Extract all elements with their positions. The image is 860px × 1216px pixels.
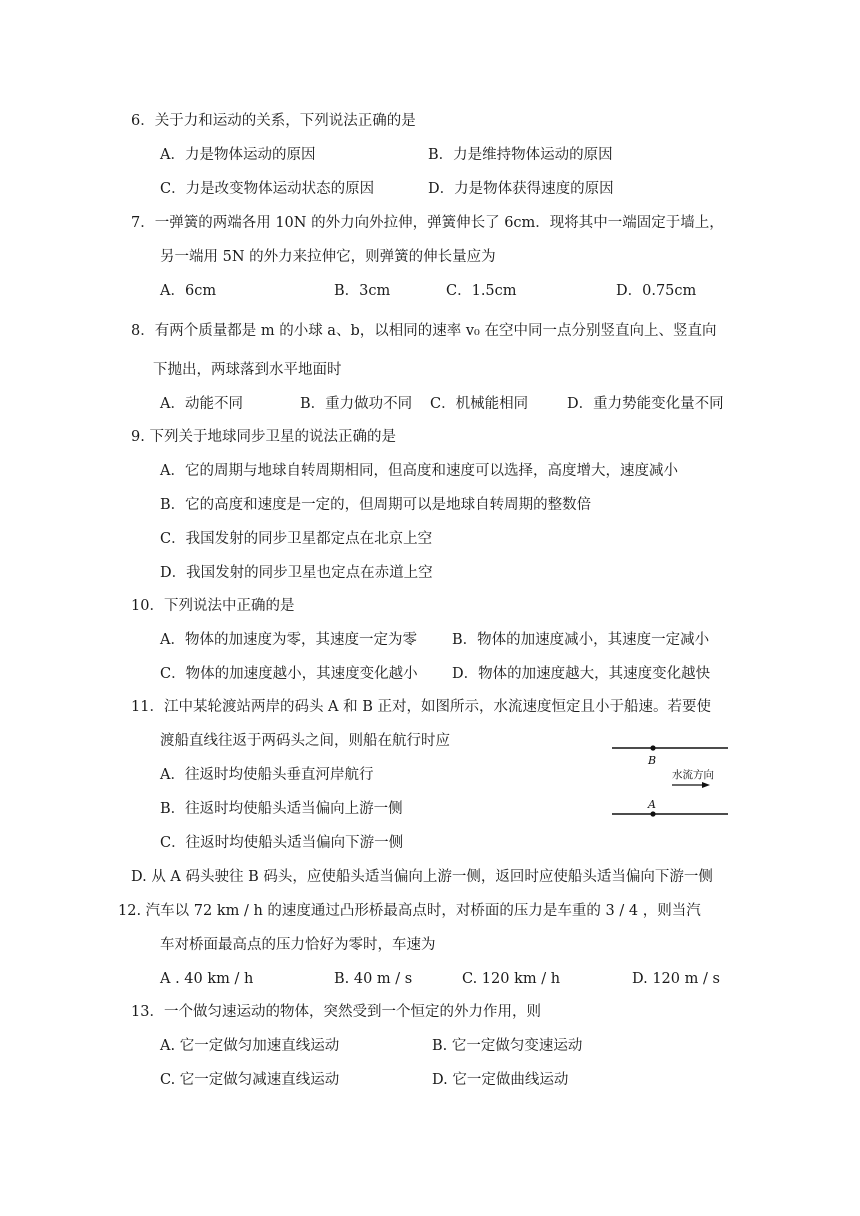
q8-stem-line1: 8．有两个质量都是 m 的小球 a、b，以相同的速率 v₀ 在空中同一点分别竖直向上、竖直向: [131, 323, 717, 339]
q10-option-d: D．物体的加速度越大，其速度变化越快: [452, 666, 711, 682]
q8-option-c: C．机械能相同: [430, 396, 529, 412]
q8-option-b: B．重力做功不同: [300, 396, 413, 412]
q13-option-a: A. 它一定做匀加速直线运动: [160, 1038, 340, 1054]
q6-option-a: A．力是物体运动的原因: [160, 147, 316, 163]
q7-option-d: D．0.75cm: [616, 283, 697, 299]
q9-option-d: D．我国发射的同步卫星也定点在赤道上空: [160, 565, 433, 581]
q12-option-a: A . 40 km / h: [160, 971, 254, 987]
q12-stem-line1: 12. 汽车以 72 km / h 的速度通过凸形桥最高点时，对桥面的压力是车重的 3 / 4 ，则当汽: [118, 903, 701, 919]
q10-option-b: B．物体的加速度减小，其速度一定减小: [452, 632, 710, 648]
q7-option-b: B．3cm: [334, 283, 391, 299]
q12-option-d: D. 120 m / s: [632, 971, 720, 987]
dock-b-label: B: [648, 754, 657, 767]
q11-stem-line1: 11．江中某轮渡站两岸的码头 A 和 B 正对，如图所示，水流速度恒定且小于船速。若要使: [131, 699, 712, 715]
q6-stem: 6．关于力和运动的关系，下列说法正确的是: [131, 113, 416, 129]
q11-stem-line2: 渡船直线往返于两码头之间，则船在航行时应: [160, 733, 450, 749]
q7-option-a: A．6cm: [160, 283, 217, 299]
q11-option-d: D. 从 A 码头驶往 B 码头，应使船头适当偏向上游一侧，返回时应使船头适当偏向下游一侧: [131, 869, 713, 885]
q10-option-c: C．物体的加速度越小，其速度变化越小: [160, 666, 418, 682]
q12-option-b: B. 40 m / s: [334, 971, 413, 987]
dock-a-dot: [650, 811, 655, 816]
q9-option-a: A．它的周期与地球自转周期相同，但高度和速度可以选择，高度增大，速度减小: [160, 463, 678, 479]
q11-option-a: A．往返时均使船头垂直河岸航行: [160, 767, 374, 783]
flow-direction-label: 水流方向: [672, 769, 714, 781]
q8-option-a: A．动能不同: [160, 396, 243, 412]
q6-option-b: B．力是维持物体运动的原因: [428, 147, 613, 163]
q8-stem-line2: 下抛出，两球落到水平地面时: [153, 362, 342, 378]
q9-option-b: B．它的高度和速度是一定的，但周期可以是地球自转周期的整数倍: [160, 497, 592, 513]
q13-stem: 13．一个做匀速运动的物体，突然受到一个恒定的外力作用，则: [131, 1004, 541, 1020]
q13-option-c: C. 它一定做匀减速直线运动: [160, 1072, 340, 1088]
q7-stem-line1: 7．一弹簧的两端各用 10N 的外力向外拉伸，弹簧伸长了 6cm．现将其中一端固定于墙上，: [131, 215, 724, 231]
q13-option-d: D. 它一定做曲线运动: [432, 1072, 569, 1088]
river-crossing-figure: [612, 742, 730, 818]
q13-option-b: B. 它一定做匀变速运动: [432, 1038, 583, 1054]
q11-option-b: B．往返时均使船头适当偏向上游一侧: [160, 801, 403, 817]
q9-stem: 9. 下列关于地球同步卫星的说法正确的是: [131, 429, 396, 445]
q8-option-d: D．重力势能变化量不同: [567, 396, 724, 412]
q10-stem: 10．下列说法中正确的是: [131, 598, 295, 614]
q6-option-d: D．力是物体获得速度的原因: [428, 181, 614, 197]
q9-option-c: C．我国发射的同步卫星都定点在北京上空: [160, 531, 433, 547]
dock-a-label: A: [648, 798, 656, 811]
q7-option-c: C．1.5cm: [446, 283, 517, 299]
flow-arrow-head: [702, 782, 710, 788]
q7-stem-line2: 另一端用 5N 的外力来拉伸它，则弹簧的伸长量应为: [160, 249, 496, 265]
q12-stem-line2: 车对桥面最高点的压力恰好为零时，车速为: [160, 937, 436, 953]
q12-option-c: C. 120 km / h: [462, 971, 561, 987]
dock-b-dot: [650, 745, 655, 750]
q11-option-c: C．往返时均使船头适当偏向下游一侧: [160, 835, 404, 851]
q10-option-a: A．物体的加速度为零，其速度一定为零: [160, 632, 417, 648]
q6-option-c: C．力是改变物体运动状态的原因: [160, 181, 375, 197]
